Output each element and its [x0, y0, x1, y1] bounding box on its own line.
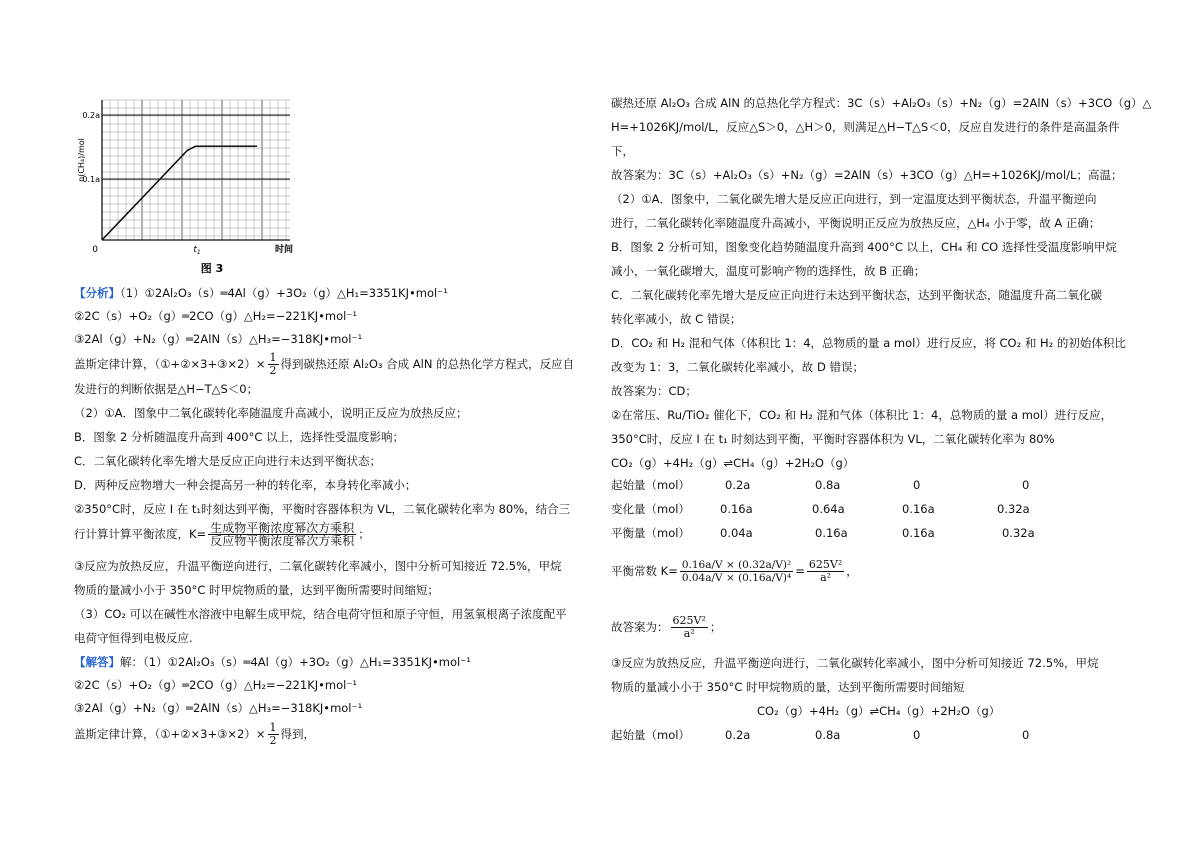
table-row-label: 起始量（mol）: [611, 728, 690, 742]
table-cell: 0.8a: [815, 478, 841, 492]
tick-label-0.1a: 0.1a: [82, 175, 100, 184]
table-cell: 0.64a: [812, 502, 845, 516]
table-cell: 0.16a: [902, 526, 935, 540]
right-line-18: ③反应为放热反应，升温平衡逆向进行，二氧化碳转化率减小，图中分析可知接近 72.5%，甲烷: [611, 656, 1099, 670]
analysis-line-8: C．二氧化碳转化率先增大是反应正向进行未达到平衡状态；: [74, 454, 382, 468]
table-row-label: 起始量（mol）: [611, 478, 690, 492]
analysis-line-5: 发进行的判断依据是△H−T△S＜0；: [74, 382, 259, 396]
table-cell: 0.2a: [725, 478, 751, 492]
right-line-9: C．二氧化碳转化率先增大是反应正向进行未达到平衡状态，达到平衡状态，随温度升高二氧化碳: [611, 288, 1103, 302]
table-cell: 0.2a: [725, 728, 751, 742]
analysis-line-2: ②2C（s）+O₂（g）═2CO（g）△H₂=−221KJ•mol⁻¹: [74, 309, 358, 323]
table-cell: 0.8a: [815, 728, 841, 742]
table-cell: 0.16a: [815, 526, 848, 540]
table-cell: 0: [1022, 728, 1030, 742]
right-line-5: （2）①A．图象中，二氧化碳先增大是反应正向进行，到一定温度达到平衡状态，升温平衡逆向: [611, 192, 1097, 206]
table-cell: 0: [913, 478, 921, 492]
ch4-curve: [102, 146, 257, 240]
k-result-fraction: $\frac{\text{625V²}}{\text{a²}}$: [808, 558, 843, 584]
table-row-label: 平衡量（mol）: [611, 526, 690, 540]
reaction-equation-1: CO₂（g）+4H₂（g）⇌CH₄（g）+2H₂O（g）: [611, 456, 855, 470]
table-cell: 0.32a: [997, 502, 1030, 516]
k-fraction: $\frac{\text{0.16a/V × (0.32a/V)²}}{\text{0.04a/V × (0.16a/V)⁴}}$: [681, 559, 792, 584]
right-line-13: 故答案为：CD；: [611, 384, 697, 398]
analysis-line-12: ③反应为放热反应，升温平衡逆向进行，二氧化碳转化率减小，图中分析可知接近 72.5%，甲烷: [74, 559, 562, 573]
analysis-line-9: D．两种反应物增大一种会提高另一种的转化率，本身转化率减小；: [74, 478, 417, 492]
right-line-11: D．CO₂ 和 H₂ 混和气体（体积比 1：4，总物质的量 a mol）进行反应，将 CO₂ 和 H₂ 的初始体积比: [611, 336, 1126, 350]
right-line-7: B．图象 2 分析可知，图象变化趋势随温度升高到 400°C 以上，CH₄ 和 CO 选择性受温度影响甲烷: [611, 240, 1117, 254]
t1-label: $t_1$: [193, 245, 201, 256]
tick-label-0.2a: 0.2a: [82, 111, 100, 120]
right-line-6: 进行，二氧化碳转化率随温度升高减小，平衡说明正反应为放热反应，△H₄ 小于零，故 A 正确；: [611, 216, 1101, 230]
answer-line-4: 盖斯定律计算，（①+②×3+③×2）× $\frac{1}{2}$ 得到，: [74, 721, 315, 747]
table-row-label: 变化量（mol）: [611, 502, 690, 516]
analysis-line-10: ②350°C时，反应 I 在 t₁时刻达到平衡，平衡时容器体积为 VL，二氧化碳转化率为 80%，结合三: [74, 502, 571, 516]
right-line-15: 350°C时，反应 I 在 t₁ 时刻达到平衡，平衡时容器体积为 VL，二氧化碳转化率为 80%: [611, 432, 1055, 446]
analysis-line-14: （3）CO₂ 可以在碱性水溶液中电解生成甲烷，结合电荷守恒和原子守恒，用氢氧根离子浓度配平: [74, 607, 567, 621]
right-line-19: 物质的量减小小于 350°C 时甲烷物质的量，达到平衡所需要时间缩短: [611, 680, 965, 694]
analysis-line-3: ③2Al（g）+N₂（g）═2AlN（s）△H₃=−318KJ•mol⁻¹: [74, 332, 363, 346]
k-answer-line: 故答案为： $\frac{\text{625V²}}{\text{a²}}$ ；: [611, 614, 722, 640]
figure-caption: 图 3: [200, 262, 224, 275]
table-cell: 0: [1022, 478, 1030, 492]
origin-label: 0: [92, 245, 98, 255]
analysis-line-4: 盖斯定律计算，（①+②×3+③×2）× $\frac{1}{2}$ 得到碳热还原 Al₂O₃ 合成 AlN 的总热化学方程式，反应自: [74, 351, 575, 377]
analysis-line-1: 【分析】（1）①2Al₂O₃（s）═4Al（g）+3O₂（g）△H₁=3351KJ•mol⁻¹: [74, 286, 448, 300]
right-line-14: ②在常压、Ru/TiO₂ 催化下，CO₂ 和 H₂ 混和气体（体积比 1：4，总物质的量 a mol）进行反应，: [611, 408, 1113, 422]
answer-line-1: 【解答】解：（1）①2Al₂O₃（s）═4Al（g）+3O₂（g）△H₁=3351KJ•mol⁻¹: [74, 655, 471, 669]
right-line-2: H=+1026KJ/mol/L，反应△S＞0，△H＞0，则满足△H−T△S＜0，反应自发进行的条件是高温条件: [611, 120, 1120, 134]
answer-tag: 【解答】: [74, 655, 120, 669]
x-axis-label: 时间: [274, 245, 294, 255]
right-line-1: 碳热还原 Al₂O₃ 合成 AlN 的总热化学方程式：3C（s）+Al₂O₃（s）+N₂（g）=2AlN（s）+3CO（g）△: [611, 96, 1152, 110]
answer-line-2: ②2C（s）+O₂（g）═2CO（g）△H₂=−221KJ•mol⁻¹: [74, 678, 358, 692]
analysis-tag: 【分析】: [74, 286, 120, 300]
figure-3-graph: [72, 90, 302, 280]
right-line-8: 减小，一氧化碳增大，温度可影响产物的选择性，故 B 正确；: [611, 264, 926, 278]
table-cell: 0.32a: [1002, 526, 1035, 540]
equilibrium-constant: 平衡常数 K= $\frac{\text{0.16a/V × (0.32a/V)²}}{\text{0.04a/V × (0.16a/V)⁴}}$ = $\frac{\text{625V²}}{\text{a²}}$ ，: [611, 558, 858, 584]
reaction-equation-2: CO₂（g）+4H₂（g）⇌CH₄（g）+2H₂O（g）: [757, 704, 1001, 718]
analysis-line-11: 行计算计算平衡浓度，K= $\frac{\text{生成物平衡浓度幂次方乘积}}{\text{反应物平衡浓度幂次方乘积}}$ ；: [74, 521, 370, 548]
fraction-half-2: $\frac{1}{2}$: [269, 721, 277, 747]
right-line-3: 下，: [611, 144, 634, 158]
fraction-half: $\frac{1}{2}$: [269, 351, 277, 377]
analysis-line-7: B．图象 2 分析随温度升高到 400°C 以上，选择性受温度影响；: [74, 430, 405, 444]
right-line-12: 改变为 1：3，二氧化碳转化率减小，故 D 错误；: [611, 360, 864, 374]
right-line-4: 故答案为：3C（s）+Al₂O₃（s）+N₂（g）=2AlN（s）+3CO（g）△H=+1026KJ/mol/L；高温；: [611, 168, 1123, 182]
answer-line-3: ③2Al（g）+N₂（g）═2AlN（s）△H₃=−318KJ•mol⁻¹: [74, 701, 363, 715]
table-cell: 0.16a: [720, 502, 753, 516]
analysis-line-13: 物质的量减小小于 350°C 时甲烷物质的量，达到平衡所需要时间缩短；: [74, 583, 440, 597]
k-expression-fraction: $\frac{\text{生成物平衡浓度幂次方乘积}}{\text{反应物平衡浓度幂次方乘积}}$: [210, 521, 355, 548]
table-cell: 0.04a: [720, 526, 753, 540]
right-line-10: 转化率减小，故 C 错误；: [611, 312, 742, 326]
grid-lines: [102, 100, 290, 240]
analysis-line-15: 电荷守恒得到电极反应.: [74, 631, 193, 645]
k-answer-fraction: $\frac{\text{625V²}}{\text{a²}}$: [672, 614, 706, 640]
table-cell: 0.16a: [902, 502, 935, 516]
analysis-line-6: （2）①A．图象中二氧化碳转化率随温度升高减小，说明正反应为放热反应；: [74, 406, 468, 420]
table-cell: 0: [913, 728, 921, 742]
y-axis-label: n(CH₄)/mol: [77, 138, 86, 182]
